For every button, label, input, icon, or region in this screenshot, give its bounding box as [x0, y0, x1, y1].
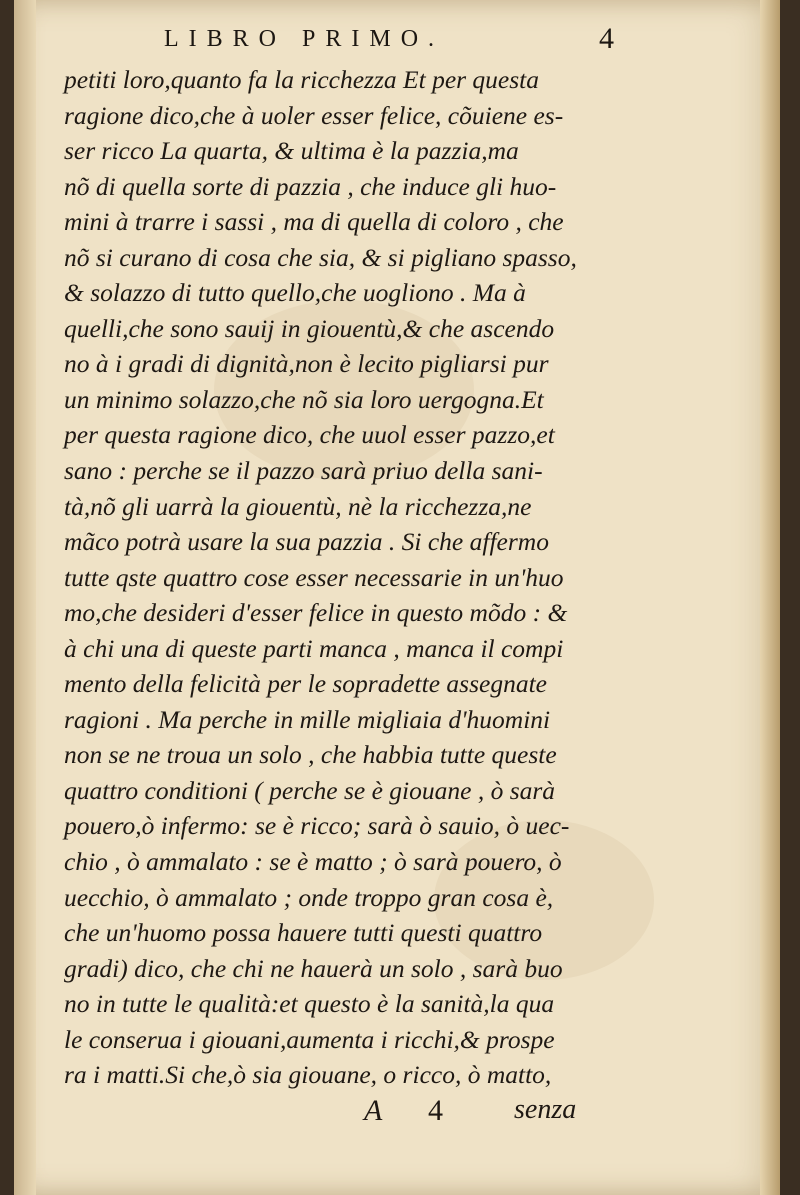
- text-line: quattro conditioni ( perche se è giouane , ò sarà: [64, 775, 556, 805]
- text-line: per questa ragione dico, che uuol esser pazzo,et: [64, 420, 555, 450]
- text-line: à chi una di queste parti manca , manca il compi: [64, 633, 564, 663]
- text-line: mo,che desideri d'esser felice in questo mõdo : &: [64, 598, 568, 628]
- text-line: sano : perche se il pazzo sarà priuo della sani-: [64, 456, 543, 486]
- text-line: no in tutte le qualità:et questo è la sanità,la qua: [64, 989, 555, 1019]
- signature-number: 4: [428, 1094, 443, 1127]
- text-line: non se ne troua un solo , che habbia tutte queste: [64, 740, 557, 770]
- text-line: mãco potrà usare la sua pazzia . Si che affermo: [64, 527, 549, 557]
- book-page: [14, 0, 780, 1195]
- text-line: nõ si curano di cosa che sia, & si pigliano spasso,: [64, 242, 577, 272]
- text-line: chio , ò ammalato : se è matto ; ò sarà pouero, ò: [64, 847, 562, 877]
- text-line: mento della felicità per le sopradette assegnate: [64, 669, 547, 699]
- page-footer: [364, 1094, 604, 1134]
- text-line: tà,nõ gli uarrà la giouentù, nè la ricchezza,ne: [64, 491, 532, 521]
- signature-mark: A: [364, 1094, 383, 1127]
- text-line: un minimo solazzo,che nõ sia loro uergogna.Et: [64, 384, 544, 414]
- body-text: [64, 62, 644, 1093]
- page-edge: [760, 0, 780, 1195]
- text-line: mini à trarre i sassi , ma di quella di coloro , che: [64, 207, 564, 237]
- page-gutter: [14, 0, 36, 1195]
- text-line: le conserua i giouani,aumenta i ricchi,& prospe: [64, 1024, 555, 1054]
- text-line: ra i matti.Si che,ò sia giouane, o ricco, ò matto,: [64, 1060, 552, 1090]
- running-title: LIBRO PRIMO.: [164, 26, 445, 52]
- text-line: ser ricco La quarta, & ultima è la pazzia,ma: [64, 136, 519, 166]
- page-header: [164, 24, 614, 64]
- text-line: nõ di quella sorte di pazzia , che induce gli huo-: [64, 171, 557, 201]
- text-line: quelli,che sono sauij in giouentù,& che ascendo: [64, 313, 555, 343]
- text-line: tutte qste quattro cose esser necessarie in un'huo: [64, 562, 564, 592]
- text-line: no à i gradi di dignità,non è lecito pigliarsi pur: [64, 349, 549, 379]
- text-line: che un'huomo possa hauere tutti questi quattro: [64, 918, 543, 948]
- catchword: senza: [514, 1094, 577, 1125]
- text-line: pouero,ò infermo: se è ricco; sarà ò sauio, ò uec-: [64, 811, 570, 841]
- text-line: & solazzo di tutto quello,che uogliono . Ma à: [64, 278, 526, 308]
- text-line: ragione dico,che à uoler esser felice, cõuiene es-: [64, 100, 564, 130]
- text-line: ragioni . Ma perche in mille migliaia d'huomini: [64, 704, 551, 734]
- text-line: petiti loro,quanto fa la ricchezza Et per questa: [64, 65, 540, 94]
- text-line: uecchio, ò ammalato ; onde troppo gran cosa è,: [64, 882, 554, 912]
- text-line: gradi) dico, che chi ne hauerà un solo , sarà buo: [64, 953, 563, 983]
- page-number: 4: [599, 22, 614, 55]
